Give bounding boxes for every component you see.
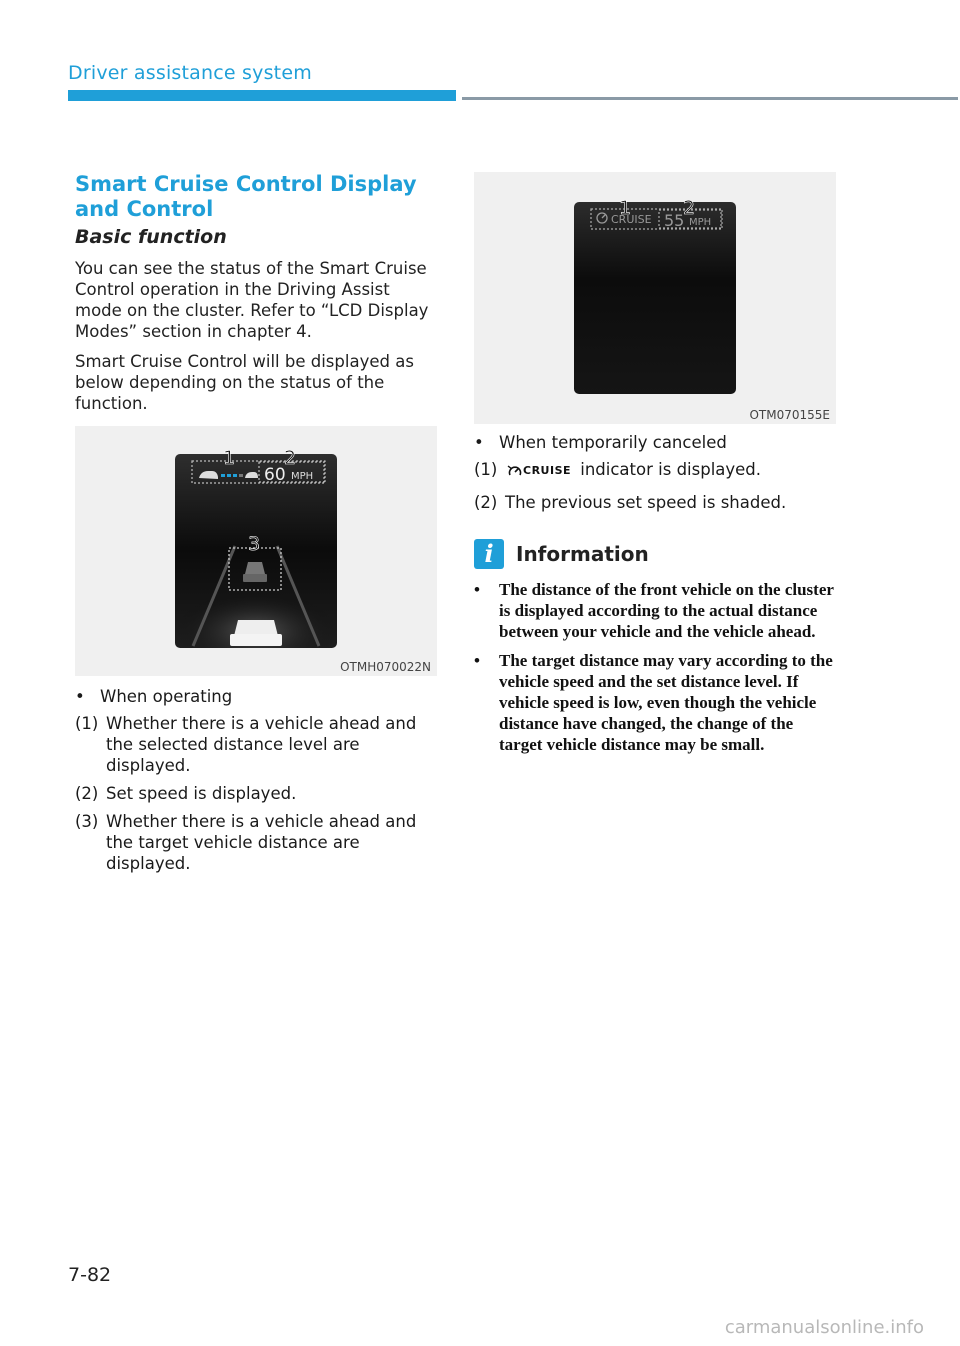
callout-2: 2: [683, 197, 696, 219]
set-speed-unit: MPH: [291, 471, 314, 482]
bullet-marker: •: [474, 433, 484, 452]
set-speed-value: 55: [664, 211, 685, 230]
bullet-item: [474, 432, 839, 453]
intro-paragraph: You can see the status of the Smart Cruise Control operation in the Driving Assist mode on the cluster. Refer to “LCD Display Modes” section in chapter 4.: [75, 259, 429, 341]
cluster-display-operating: [75, 426, 437, 676]
list-item-text: The previous set speed is shaded.: [505, 493, 787, 512]
header-title: Driver assistance system: [68, 62, 312, 84]
set-speed-unit: MPH: [689, 217, 712, 228]
list-item-number: (1): [75, 714, 99, 733]
target-vehicle-icon: [245, 562, 265, 574]
figure-caption: OTM070155E: [749, 408, 830, 422]
bullet-text: When temporarily canceled: [499, 433, 727, 452]
cluster-screen: [574, 202, 736, 394]
list-item-number: (1): [474, 460, 498, 479]
list-item-number: (2): [474, 493, 498, 512]
cruise-indicator-label: CRUISE: [523, 464, 572, 477]
section-title: Smart Cruise Control Display and Control: [75, 172, 417, 221]
bullet-marker: •: [75, 687, 85, 706]
cluster-display-canceled: [474, 172, 836, 424]
list-item: [75, 783, 440, 804]
header-bar-accent: [68, 90, 456, 101]
right-column: [474, 172, 839, 763]
cruise-indicator: [507, 460, 571, 481]
figure-canceled: [474, 172, 836, 424]
callout-1: 1: [223, 447, 236, 469]
callout-2: 2: [284, 447, 297, 469]
list-item-text: Whether there is a vehicle ahead and the target vehicle distance are displayed.: [106, 812, 417, 873]
information-title: Information: [516, 542, 649, 566]
set-speed-value: 60: [264, 465, 286, 485]
list-item: [474, 492, 839, 513]
bullet-text: When operating: [100, 687, 233, 706]
information-text: The target distance may vary according to the vehicle speed and the set distance level. If vehicle speed is low, even though the vehicle distance have changed, the change of the target vehicle distance may be small.: [499, 651, 833, 754]
list-item-text: Whether there is a vehicle ahead and the selected distance level are displayed.: [106, 714, 417, 775]
information-icon: i: [474, 539, 504, 569]
figure-caption: OTMH070022N: [340, 660, 431, 674]
list-item: [75, 811, 440, 874]
cruise-label: CRUISE: [611, 213, 652, 226]
figure-operating: [75, 426, 437, 676]
bullet-marker: •: [474, 651, 480, 670]
left-column: [75, 172, 440, 881]
list-item-text: Set speed is displayed.: [106, 784, 297, 803]
page-number: 7-82: [68, 1264, 112, 1286]
callout-3: 3: [248, 533, 261, 555]
list-item-number: (3): [75, 812, 99, 831]
list-item-text-tail: indicator is displayed.: [580, 460, 762, 479]
list-item-number: (2): [75, 784, 99, 803]
information-text: The distance of the front vehicle on the cluster is displayed according to the actual distance between your vehicle and the vehicle ahead.: [499, 580, 834, 641]
subsection-title: Basic function: [75, 226, 227, 248]
callout-1: 1: [619, 197, 632, 219]
watermark: carmanualsonline.info: [724, 1317, 924, 1338]
information-header: [474, 539, 839, 569]
bullet-marker: •: [474, 580, 480, 599]
information-item: [474, 650, 839, 755]
status-paragraph: Smart Cruise Control will be displayed as below depending on the status of the function.: [75, 352, 414, 413]
header-bar-divider: [462, 97, 958, 100]
list-item: [474, 459, 839, 481]
bullet-item: [75, 686, 440, 707]
list-item-text: [505, 459, 761, 481]
cruise-gauge-icon: [507, 464, 523, 478]
list-item: [75, 713, 440, 776]
information-item: [474, 579, 839, 642]
